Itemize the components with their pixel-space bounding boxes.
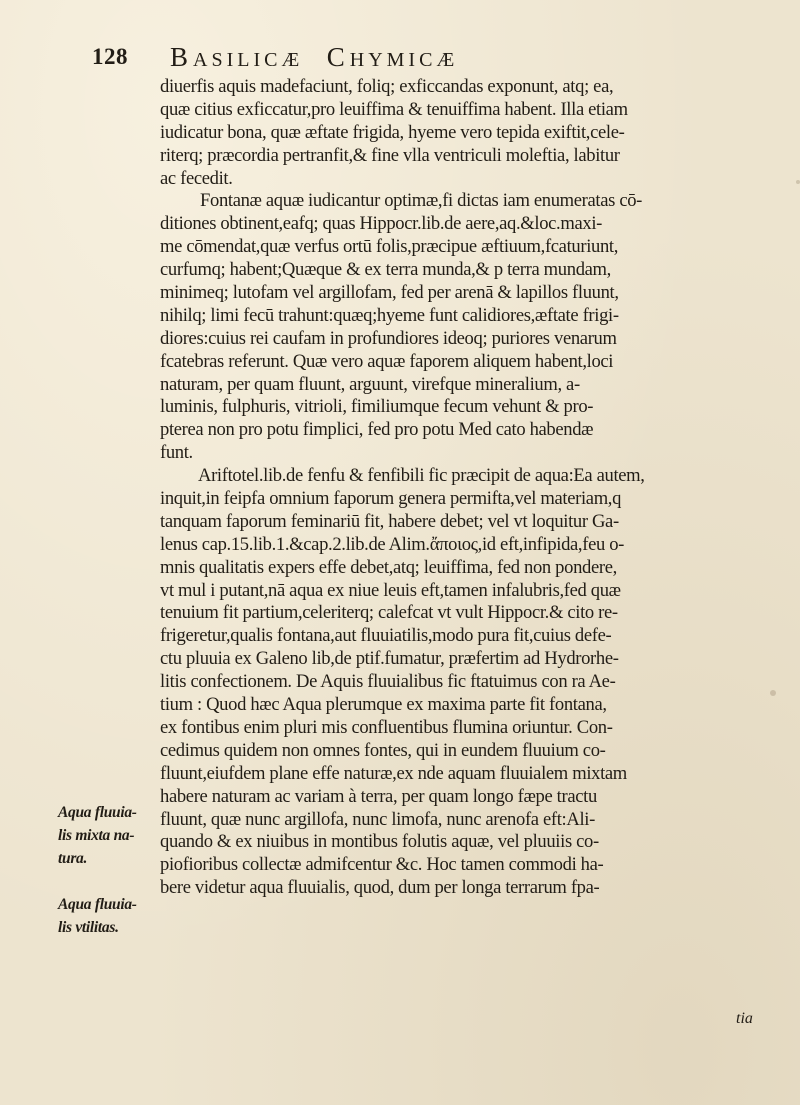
running-title <box>170 42 458 73</box>
title-initial: B <box>170 42 194 72</box>
text-line: fluunt,eiufdem plane effe naturæ,ex nde aquam fluuialem mixtam <box>160 762 627 784</box>
text-line: ditiones obtinent,eafq; quas Hippocr.lib.de aere,aq.&loc.maxi- <box>160 213 602 235</box>
title-ligature: Æ <box>436 49 459 71</box>
margin-note: tura. <box>58 850 88 867</box>
title-initial: C <box>326 42 350 72</box>
text-line: naturam, per quam fluunt, arguunt, virefque mineralium, a- <box>160 373 580 395</box>
text-line: ac fecedit. <box>160 167 233 189</box>
margin-note: Aqua fluuia- <box>58 896 137 913</box>
margin-note: lis mixta na- <box>58 827 135 844</box>
text-line: inquit,in feipfa omnium faporum genera permifta,vel materiam,q <box>160 488 622 510</box>
title-word-rest: HYMIC <box>349 49 437 71</box>
text-line: riterq; præcordia pertranfit,& fine vlla ventriculi moleftia, labitur <box>160 144 620 166</box>
text-line: nihilq; limi fecū trahunt:quæq;hyeme funt calidiores,æftate frigi- <box>160 304 619 326</box>
text-line: bere videtur aqua fluuialis, quod, dum per longa terrarum fpa- <box>160 877 600 899</box>
text-line: funt. <box>160 442 193 464</box>
text-line: pterea non pro potu fimplici, fed pro potu Med cato habendæ <box>160 419 594 441</box>
body-text <box>160 76 784 900</box>
text-line: ex fontibus enim pluri mis confluentibus flumina oriuntur. Con- <box>160 716 613 738</box>
text-line: lenus cap.15.lib.1.&cap.2.lib.de Alim.ἄποιος,id eft,infipida,feu o- <box>160 533 625 555</box>
text-line: luminis, fulphuris, vitrioli, fimiliumque fecum vehunt & pro- <box>160 396 594 418</box>
text-line: quando & ex niuibus in montibus folutis aquæ, vel pluuiis co- <box>160 831 599 853</box>
text-line: litis confectionem. De Aquis fluuialibus fic ftatuimus con ra Ae- <box>160 671 616 693</box>
text-line: mnis qualitatis expers effe debet,atq; leuiffima, fed non pondere, <box>160 556 617 578</box>
title-word-rest: ASILI <box>193 49 265 71</box>
text-line: vt mul i putant,nā aqua ex niue leuis eft,tamen infalubris,fed quæ <box>160 579 621 601</box>
text-line: tium : Quod hæc Aqua plerumque ex maxima parte fit fontana, <box>160 694 607 716</box>
text-line: me cōmendat,quæ verfus ortū folis,præcipue æftiuum,fcaturiunt, <box>160 236 619 258</box>
text-line: Fontanæ aquæ iudicantur optimæ,fi dictas iam enumeratas cō- <box>200 190 643 212</box>
title-ligature: CÆ <box>264 49 304 71</box>
text-line: cedimus quidem non omnes fontes, qui in eundem fluuium co- <box>160 739 606 761</box>
text-line: diuerfis aquis madefaciunt, foliq; exficcandas exponunt, atq; ea, <box>160 76 614 97</box>
text-line: Ariftotel.lib.de fenfu & fenfibili fic præcipit de aqua:Ea autem, <box>198 465 645 487</box>
paper-stain <box>796 180 800 184</box>
text-line: tanquam faporum feminariū fit, habere debet; vel vt loquitur Ga- <box>160 510 619 532</box>
margin-note: lis vtilitas. <box>58 919 119 936</box>
text-line: piofioribus collectæ admifcentur &c. Hoc tamen commodi ha- <box>160 854 604 876</box>
text-line: habere naturam ac variam à terra, per quam longo fæpe tractu <box>160 785 597 807</box>
text-line: iudicatur bona, quæ æftate frigida, hyeme vero tepida exiftit,cele- <box>160 121 625 143</box>
text-line: curfumq; habent;Quæque & ex terra munda,& p terra mundam, <box>160 259 611 281</box>
text-line: fcatebras referunt. Quæ vero aquæ faporem aliquem habent,loci <box>160 350 614 372</box>
page-number: 128 <box>92 44 128 69</box>
catchword: tia <box>736 1010 753 1027</box>
text-line: frigeretur,qualis fontana,aut fluuiatilis,modo pura fit,cuius defe- <box>160 625 612 647</box>
text-line: ctu pluuia ex Galeno lib,de ptif.fumatur, præfertim ad Hydrorhe- <box>160 648 619 670</box>
text-line: quæ citius exficcatur,pro leuiffima & tenuiffima habent. Illa etiam <box>160 98 628 120</box>
text-line: tenuium fit partium,celeriterq; calefcat vt vult Hippocr.& cito re- <box>160 602 618 624</box>
text-line: diores:cuius rei caufam in profundiores ideoq; puriores venarum <box>160 327 617 349</box>
margin-note: Aqua fluuia- <box>58 804 137 821</box>
text-line: minimeq; lutofam vel argillofam, fed per arenā & lapillos fluunt, <box>160 282 619 304</box>
text-line: fluunt, quæ nunc argillofa, nunc limofa, nunc arenofa eft:Ali- <box>160 808 595 830</box>
running-header <box>92 42 772 78</box>
